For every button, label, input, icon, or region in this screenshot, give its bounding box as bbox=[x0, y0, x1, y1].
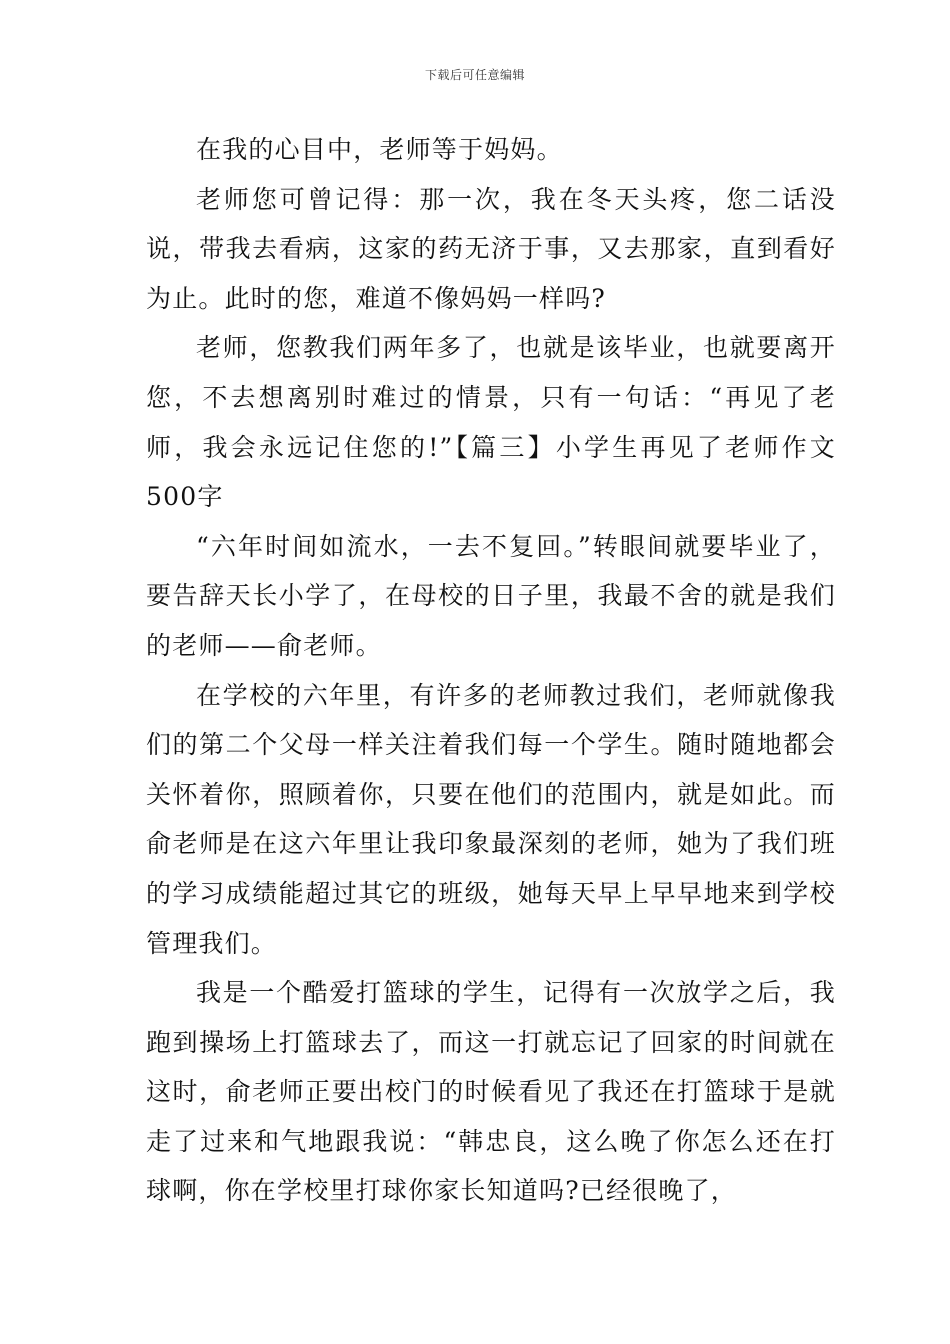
paragraph: “六年时间如流水，一去不复回。”转眼间就要毕业了，要告辞天长小学了，在母校的日子里，我最不舍的就是我们的老师——俞老师。 bbox=[146, 531, 836, 660]
paragraph: 在学校的六年里，有许多的老师教过我们，老师就像我们的第二个父母一样关注着我们每一个学生。随时随地都会关怀着你，照顾着你，只要在他们的范围内，就是如此。而俞老师是在这六年里让我印象最深刻的老师，她为了我们班的学习成绩能超过其它的班级，她每天早上早早地来到学校管理我们。 bbox=[146, 680, 836, 958]
document-body bbox=[146, 125, 836, 1216]
paragraph: 在我的心目中，老师等于妈妈。 bbox=[196, 135, 563, 164]
page-header: 下载后可任意编辑 bbox=[424, 68, 525, 82]
paragraph: 我是一个酷爱打篮球的学生，记得有一次放学之后，我跑到操场上打篮球去了，而这一打就忘记了回家的时间就在这时，俞老师正要出校门的时候看见了我还在打篮球于是就走了过来和气地跟我说：“韩忠良，这么晚了你怎么还在打球啊，你在学校里打球你家长知道吗?已经很晚了， bbox=[146, 978, 836, 1206]
paragraph: 老师您可曾记得：那一次，我在冬天头疼，您二话没说，带我去看病，这家的药无济于事，又去那家，直到看好为止。此时的您，难道不像妈妈一样吗? bbox=[146, 184, 836, 313]
paragraph: 老师，您教我们两年多了，也就是该毕业，也就要离开您，不去想离别时难过的情景，只有一句话：“再见了老师，我会永远记住您的!”【篇三】小学生再见了老师作文500字 bbox=[146, 333, 836, 512]
